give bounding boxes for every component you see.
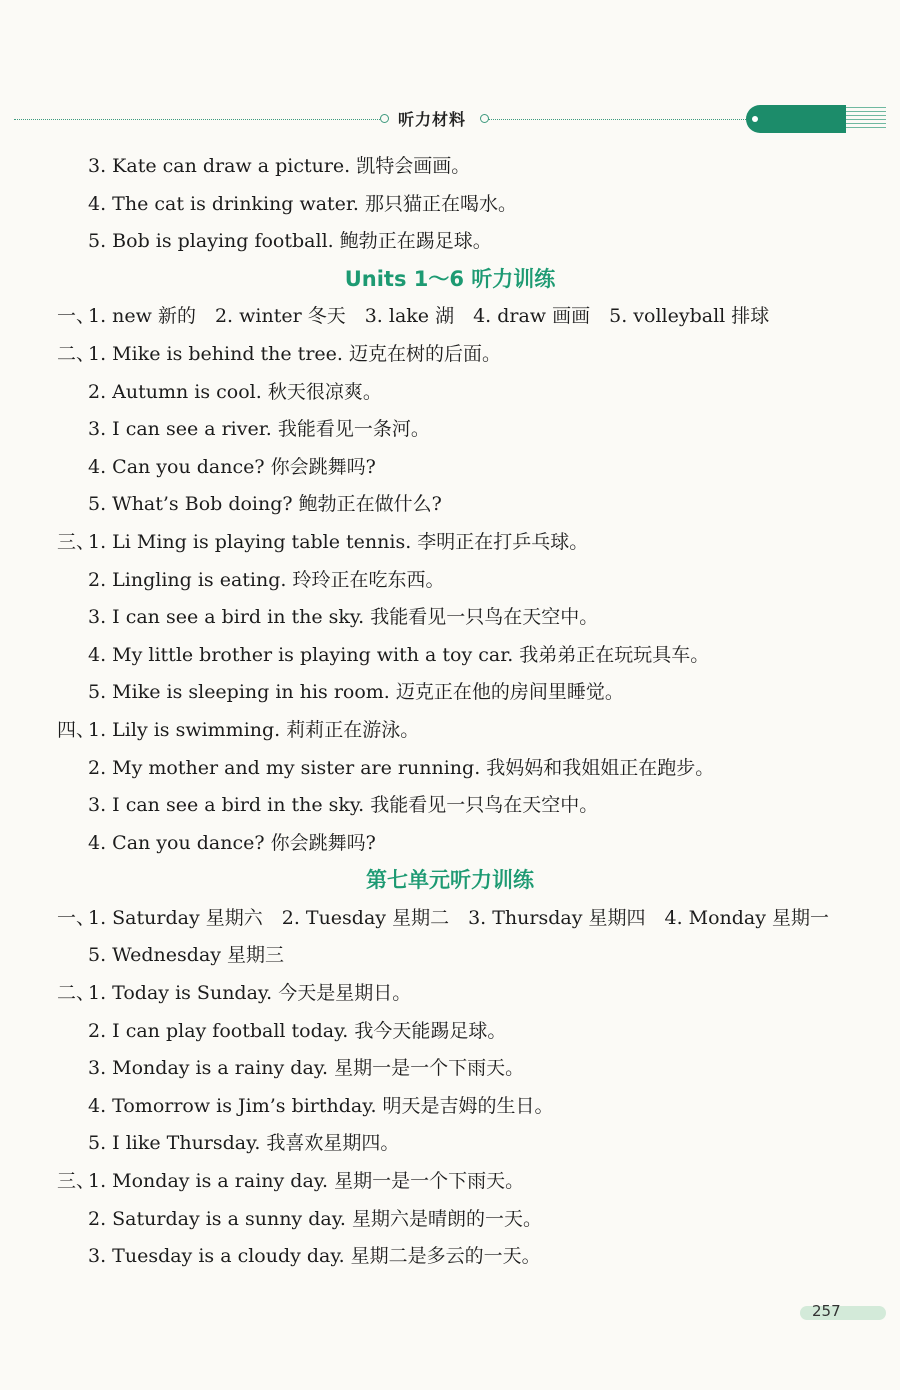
transcript-line [0, 1238, 900, 1276]
header-divider-left [14, 119, 384, 120]
transcript-line [0, 1163, 900, 1201]
line-text: 3. I can see a river. 我能看见一条河。 [88, 418, 430, 441]
question-number: 一、 [57, 305, 96, 328]
transcript-line [0, 1088, 900, 1126]
transcript-line [0, 298, 900, 336]
transcript-line [0, 937, 900, 975]
line-text: 1. Li Ming is playing table tennis. 李明正在打乒乓球。 [88, 530, 589, 553]
line-text: 5. Wednesday 星期三 [88, 944, 285, 967]
line-text: 2. Saturday is a sunny day. 星期六是晴朗的一天。 [88, 1207, 542, 1230]
transcript-line [0, 374, 900, 412]
transcript-line [0, 1050, 900, 1088]
transcript-line [0, 900, 900, 938]
transcript-line [0, 486, 900, 524]
line-text: 3. Monday is a rainy day. 星期一是一个下雨天。 [88, 1057, 525, 1080]
transcript-line [0, 1013, 900, 1051]
line-text: 1. Mike is behind the tree. 迈克在树的后面。 [88, 342, 501, 365]
transcript-line [0, 674, 900, 712]
line-text: 4. The cat is drinking water. 那只猫正在喝水。 [88, 192, 518, 215]
transcript-line [0, 1201, 900, 1239]
question-number: 三、 [57, 530, 96, 553]
header-stripes-decoration [846, 107, 886, 131]
page-footer [800, 1302, 886, 1324]
line-text: 5. Bob is playing football. 鲍勃正在踢足球。 [88, 230, 492, 253]
line-text: 5. I like Thursday. 我喜欢星期四。 [88, 1132, 400, 1155]
line-text: 4. Can you dance? 你会跳舞吗? [88, 831, 376, 854]
page-number: 257 [812, 1302, 841, 1320]
question-number: 一、 [57, 906, 96, 929]
tab-dot-icon [752, 116, 758, 122]
transcript-line [0, 787, 900, 825]
line-text: 4. Tomorrow is Jim’s birthday. 明天是吉姆的生日。 [88, 1094, 554, 1117]
line-text: 2. Autumn is cool. 秋天很凉爽。 [88, 380, 382, 403]
line-text: 1. new 新的 2. winter 冬天 3. lake 湖 4. draw 画画 5. volleyball 排球 [88, 305, 770, 328]
transcript-line [0, 975, 900, 1013]
transcript-line [0, 336, 900, 374]
line-text: 1. Monday is a rainy day. 星期一是一个下雨天。 [88, 1170, 525, 1193]
transcript-line [0, 223, 900, 261]
question-number: 二、 [57, 982, 96, 1005]
transcript-line [0, 712, 900, 750]
line-text: 1. Today is Sunday. 今天是星期日。 [88, 982, 412, 1005]
line-text: 2. My mother and my sister are running. 我妈妈和我姐姐正在跑步。 [88, 756, 715, 779]
line-text: 2. Lingling is eating. 玲玲正在吃东西。 [88, 568, 445, 591]
line-text: 1. Saturday 星期六 2. Tuesday 星期二 3. Thursday 星期四 4. Monday 星期一 [88, 906, 830, 929]
line-text: 4. Can you dance? 你会跳舞吗? [88, 455, 376, 478]
page-content [0, 148, 900, 1276]
transcript-line [0, 637, 900, 675]
transcript-line [0, 186, 900, 224]
transcript-line [0, 524, 900, 562]
line-text: 3. Tuesday is a cloudy day. 星期二是多云的一天。 [88, 1245, 541, 1268]
question-number: 四、 [57, 718, 96, 741]
header-title: 听力材料 [398, 110, 467, 129]
header-bullet-icon [380, 114, 389, 123]
line-text: 1. Lily is swimming. 莉莉正在游泳。 [88, 718, 420, 741]
transcript-line [0, 148, 900, 186]
transcript-line [0, 449, 900, 487]
section-heading: Units 1～6 听力训练 [344, 266, 556, 291]
line-text: 5. What’s Bob doing? 鲍勃正在做什么? [88, 493, 442, 516]
line-text: 2. I can play football today. 我今天能踢足球。 [88, 1019, 507, 1042]
transcript-line [0, 599, 900, 637]
transcript-line [0, 1125, 900, 1163]
line-text: 5. Mike is sleeping in his room. 迈克正在他的房间里睡觉。 [88, 681, 624, 704]
transcript-line [0, 750, 900, 788]
line-text: 4. My little brother is playing with a toy car. 我弟弟正在玩玩具车。 [88, 643, 710, 666]
line-text: 3. I can see a bird in the sky. 我能看见一只鸟在天空中。 [88, 606, 599, 629]
section-heading: 第七单元听力训练 [366, 868, 534, 893]
header-tab-decoration [746, 105, 846, 133]
line-text: 3. Kate can draw a picture. 凯特会画画。 [88, 155, 471, 177]
question-number: 三、 [57, 1170, 96, 1193]
transcript-line [0, 562, 900, 600]
line-text: 3. I can see a bird in the sky. 我能看见一只鸟在天空中。 [88, 794, 599, 817]
header-divider-right [488, 119, 750, 120]
question-number: 二、 [57, 342, 96, 365]
transcript-line [0, 825, 900, 863]
transcript-line [0, 411, 900, 449]
page-header [0, 100, 900, 140]
